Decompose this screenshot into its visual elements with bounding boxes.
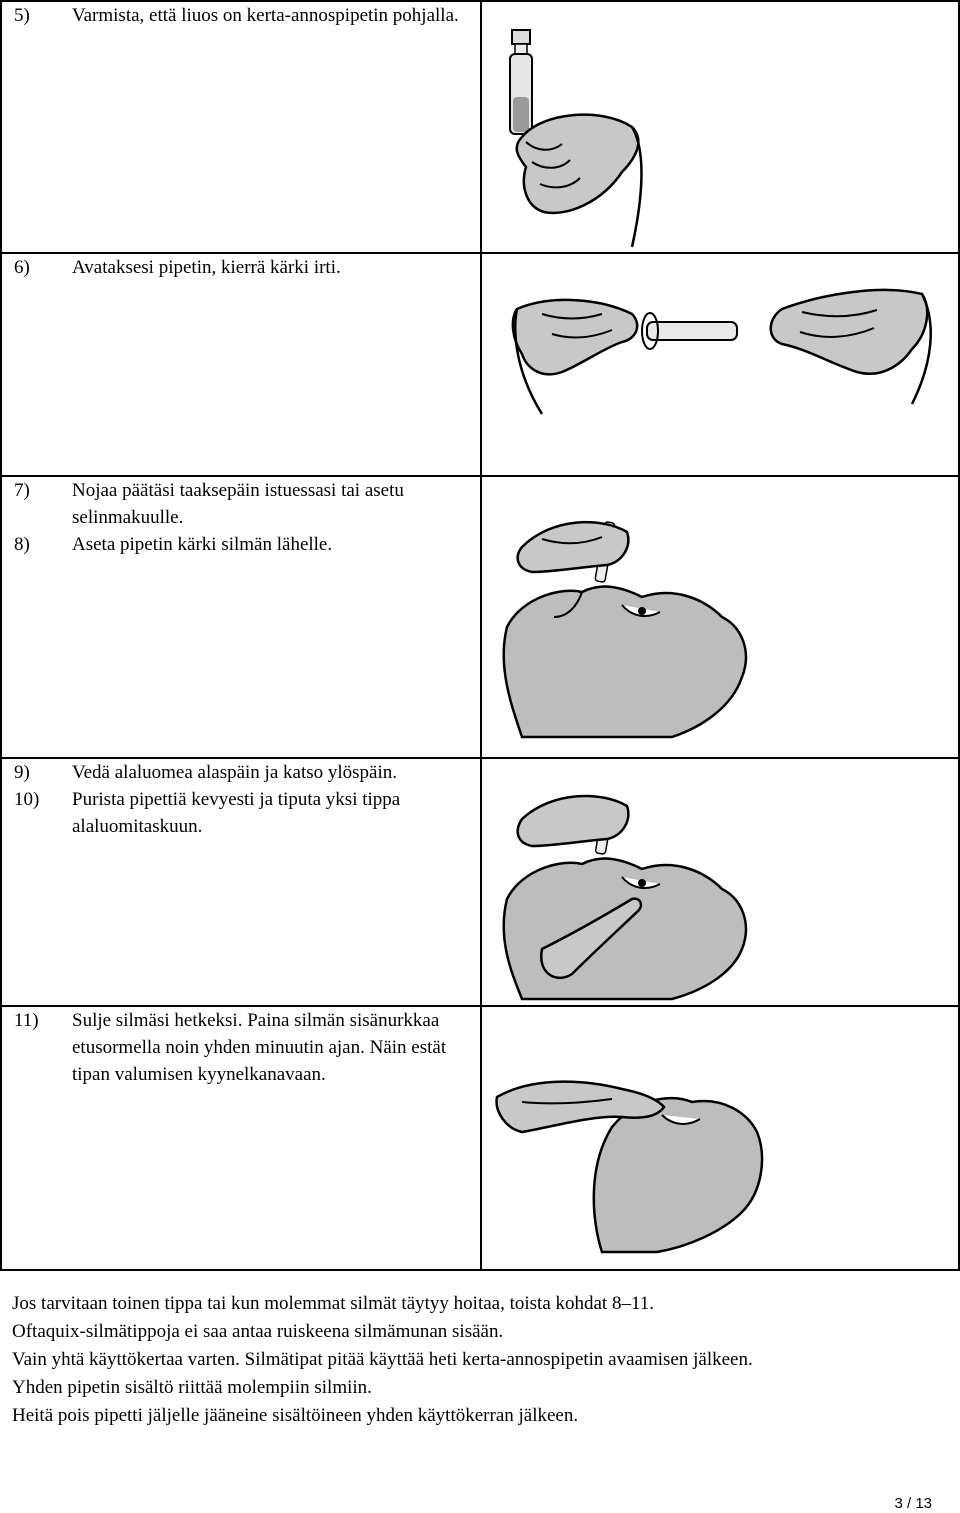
step-text-cell	[1, 253, 481, 476]
step-number: 7)	[14, 480, 30, 501]
step-text: Varmista, että liuos on kerta-annospipetin pohjalla.	[72, 5, 459, 26]
step-row	[1, 758, 959, 1006]
drop-into-eyelid-pocket-icon	[482, 759, 958, 1005]
step-number: 10)	[14, 789, 40, 810]
hands-twisting-pipette-tip-icon	[482, 254, 958, 475]
step-text: Aseta pipetin kärki silmän lähelle.	[72, 534, 333, 555]
step-item	[2, 531, 480, 558]
page-number: 3 / 13	[894, 1495, 932, 1512]
step-illustration-cell	[481, 476, 959, 758]
step-row	[1, 253, 959, 476]
step-text: Purista pipettiä kevyesti ja tiputa yksi tippa alaluomitaskuun.	[72, 789, 401, 837]
note-line: Oftaquix-silmätippoja ei saa antaa ruiskeena silmämunan sisään.	[12, 1321, 504, 1342]
step-text-cell	[1, 476, 481, 758]
step-illustration-cell	[481, 1, 959, 253]
note-line: Jos tarvitaan toinen tippa tai kun molemmat silmät täytyy hoitaa, toista kohdat 8–11.	[12, 1293, 655, 1314]
step-text: Avataksesi pipetin, kierrä kärki irti.	[72, 257, 341, 278]
step-number: 6)	[14, 257, 30, 278]
step-number: 11)	[14, 1010, 39, 1031]
step-text: Nojaa päätäsi taaksepäin istuessasi tai asetu selinmakuulle.	[72, 480, 404, 528]
step-text-cell	[1, 758, 481, 1006]
step-row	[1, 476, 959, 758]
hand-holding-pipette-icon	[482, 2, 958, 252]
step-number: 8)	[14, 534, 30, 555]
note-line: Yhden pipetin sisältö riittää molempiin silmiin.	[12, 1377, 372, 1398]
step-illustration-cell	[481, 758, 959, 1006]
step-row	[1, 1, 959, 253]
usage-notes	[12, 1290, 952, 1430]
step-item	[2, 254, 480, 281]
note-line: Heitä pois pipetti jäljelle jääneine sisältöineen yhden käyttökerran jälkeen.	[12, 1405, 579, 1426]
step-number: 5)	[14, 5, 30, 26]
step-row	[1, 1006, 959, 1270]
pipette-near-eye-icon	[482, 477, 958, 757]
step-item	[2, 2, 480, 29]
step-item	[2, 786, 480, 840]
step-illustration-cell	[481, 253, 959, 476]
step-item	[2, 477, 480, 531]
note-line: Vain yhtä käyttökertaa varten. Silmätipat pitää käyttää heti kerta-annospipetin avaamisen jälkeen.	[12, 1349, 753, 1370]
step-item	[2, 759, 480, 786]
step-item	[2, 1007, 480, 1088]
step-number: 9)	[14, 762, 30, 783]
finger-pressing-eye-corner-icon	[482, 1007, 958, 1269]
step-text-cell	[1, 1006, 481, 1270]
step-text-cell	[1, 1, 481, 253]
step-text: Vedä alaluomea alaspäin ja katso ylöspäin.	[72, 762, 398, 783]
step-text: Sulje silmäsi hetkeksi. Paina silmän sisänurkkaa etusormella noin yhden minuutin ajan. Näin estät tipan valumisen kyynelkanavaan.	[72, 1010, 447, 1085]
step-illustration-cell	[481, 1006, 959, 1270]
